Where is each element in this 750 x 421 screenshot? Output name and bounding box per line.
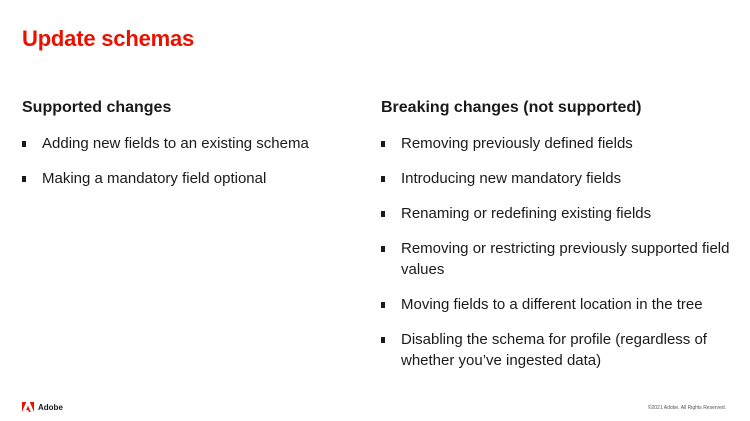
list-item [381, 203, 731, 224]
list-item-text: Disabling the schema for profile (regardless of whether you’ve ingested data) [401, 331, 707, 369]
list-item-text: Removing previously defined fields [401, 135, 633, 152]
list-item-text: Adding new fields to an existing schema [42, 135, 309, 152]
list-item-text: Renaming or redefining existing fields [401, 205, 652, 222]
bullet-icon [381, 302, 385, 308]
list-item-text: Removing or restricting previously supported field values [401, 240, 730, 278]
supported-changes-list [22, 133, 362, 189]
logo-text: Adobe [38, 402, 63, 412]
list-item [381, 294, 731, 315]
list-item [381, 329, 731, 371]
bullet-icon [381, 337, 385, 343]
supported-changes-heading: Supported changes [22, 99, 172, 116]
adobe-logo-icon [22, 402, 34, 412]
bullet-icon [381, 141, 385, 147]
bullet-icon [22, 176, 26, 182]
breaking-changes-column [381, 98, 731, 385]
bullet-icon [22, 141, 26, 147]
copyright-text: ©2021 Adobe. All Rights Reserved. [647, 405, 726, 411]
bullet-icon [381, 176, 385, 182]
list-item [381, 168, 731, 189]
list-item [381, 133, 731, 154]
list-item-text: Making a mandatory field optional [42, 170, 267, 187]
slide-title: Update schemas [22, 26, 195, 51]
bullet-icon [381, 246, 385, 252]
list-item [22, 168, 362, 189]
list-item-text: Moving fields to a different location in the tree [401, 296, 703, 313]
list-item [381, 238, 731, 280]
breaking-changes-list [381, 133, 731, 371]
supported-changes-column [22, 98, 362, 203]
list-item-text: Introducing new mandatory fields [401, 170, 622, 187]
breaking-changes-heading: Breaking changes (not supported) [381, 99, 642, 116]
bullet-icon [381, 211, 385, 217]
adobe-logo [22, 402, 63, 412]
list-item [22, 133, 362, 154]
